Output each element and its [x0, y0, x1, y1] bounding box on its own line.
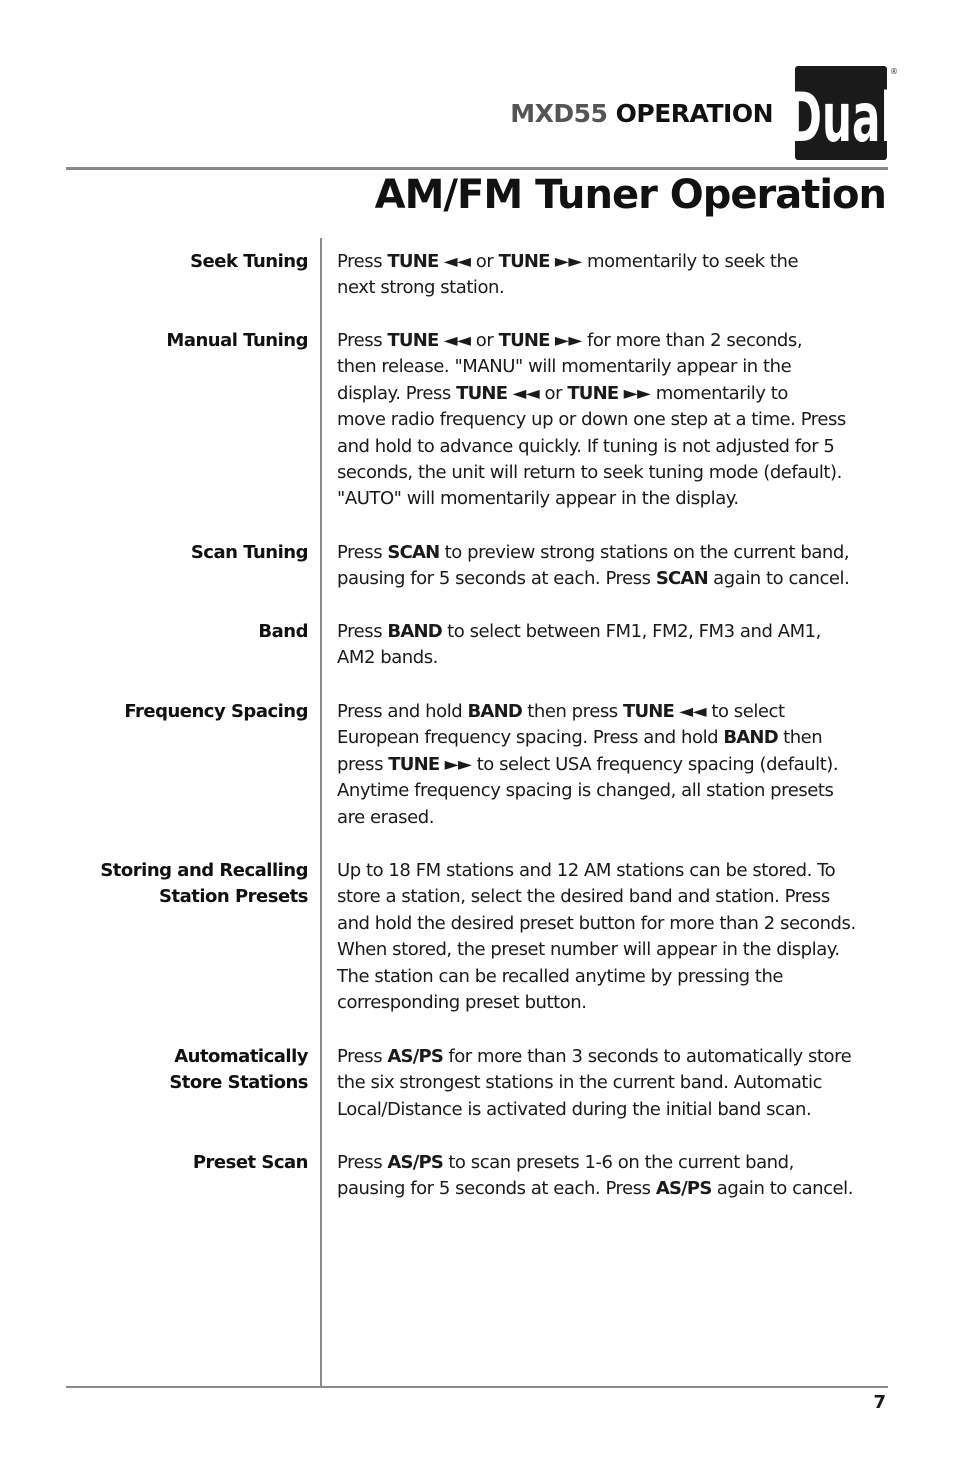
header-model-operation	[510, 99, 773, 128]
page-title: AM/FM Tuner Operation	[374, 172, 886, 218]
button-name: BAND	[723, 727, 778, 749]
section-description: Press TUNE ◄◄ or TUNE ►► momentarily to seek the next strong station.	[337, 251, 799, 299]
button-name: TUNE	[498, 251, 550, 272]
section-label: Scan Tuning	[190, 542, 308, 563]
section-description: Up to 18 FM stations and 12 AM stations can be stored. To store a station, select the desired band and station. Press and hold the desired preset button for more than 2 seconds. When stored, the preset number will appear in the display. The station can be recalled anytime by pressing the corresponding preset button.	[337, 860, 856, 1014]
dual-logo	[787, 66, 895, 160]
button-name: AS/PS	[387, 1152, 444, 1173]
button-name: TUNE	[622, 701, 675, 722]
column-divider	[320, 238, 322, 1388]
button-name: SCAN	[655, 568, 708, 590]
model-name: MXD55	[510, 99, 608, 128]
button-name: TUNE	[387, 330, 439, 351]
section-label: Manual Tuning	[166, 330, 308, 351]
button-name: TUNE	[498, 330, 550, 351]
button-name: AS/PS	[387, 1046, 444, 1067]
footer-divider	[66, 1386, 888, 1388]
button-name: TUNE	[567, 382, 619, 404]
section-label: Band	[258, 621, 308, 642]
svg-text:Dual: Dual	[787, 78, 895, 158]
section-label: Automatically Store Stations	[169, 1046, 308, 1094]
button-name: BAND	[387, 621, 442, 642]
section-label: Seek Tuning	[190, 251, 308, 272]
section-description: Press AS/PS to scan presets 1-6 on the current band, pausing for 5 seconds at each. Press AS/PS again to cancel.	[337, 1152, 854, 1200]
button-name: SCAN	[387, 542, 440, 563]
section-name: OPERATION	[615, 99, 773, 128]
button-name: TUNE	[456, 382, 508, 404]
button-name: BAND	[467, 701, 522, 722]
registered-mark: ®	[890, 67, 898, 76]
header-divider	[66, 167, 888, 170]
section-description: Press and hold BAND then press TUNE ◄◄ to select European frequency spacing. Press and hold BAND then press TUNE ►► to select USA frequency spacing (default). Anytime frequency spacing is changed, all station presets are erased.	[337, 701, 839, 828]
section-description: Press BAND to select between FM1, FM2, FM3 and AM1, AM2 bands.	[337, 621, 821, 669]
section-description: Press AS/PS for more than 3 seconds to automatically store the six strongest stations in the current band. Automatic Local/Distance is activated during the initial band scan.	[337, 1046, 852, 1120]
button-name: AS/PS	[655, 1178, 712, 1200]
section-description: Press SCAN to preview strong stations on the current band, pausing for 5 seconds at each. Press SCAN again to cancel.	[337, 542, 850, 590]
button-name: TUNE	[387, 251, 439, 272]
section-description: Press TUNE ◄◄ or TUNE ►► for more than 2 seconds, then release. "MANU" will momentarily appear in the display. Press TUNE ◄◄ or TUNE ►► momentarily to move radio frequency up or down one step at a time. Press and hold to advance quickly. If tuning is not adjusted for 5 seconds, the unit will return to seek tuning mode (default). "AUTO" will momentarily appear in the display.	[337, 330, 846, 510]
section-label: Preset Scan	[192, 1152, 308, 1173]
section-label: Storing and Recalling Station Presets	[100, 860, 308, 908]
button-name: TUNE	[388, 753, 440, 775]
dual-logo-wordmark	[787, 73, 895, 158]
section-label: Frequency Spacing	[124, 701, 308, 722]
page-number: 7	[873, 1392, 886, 1413]
